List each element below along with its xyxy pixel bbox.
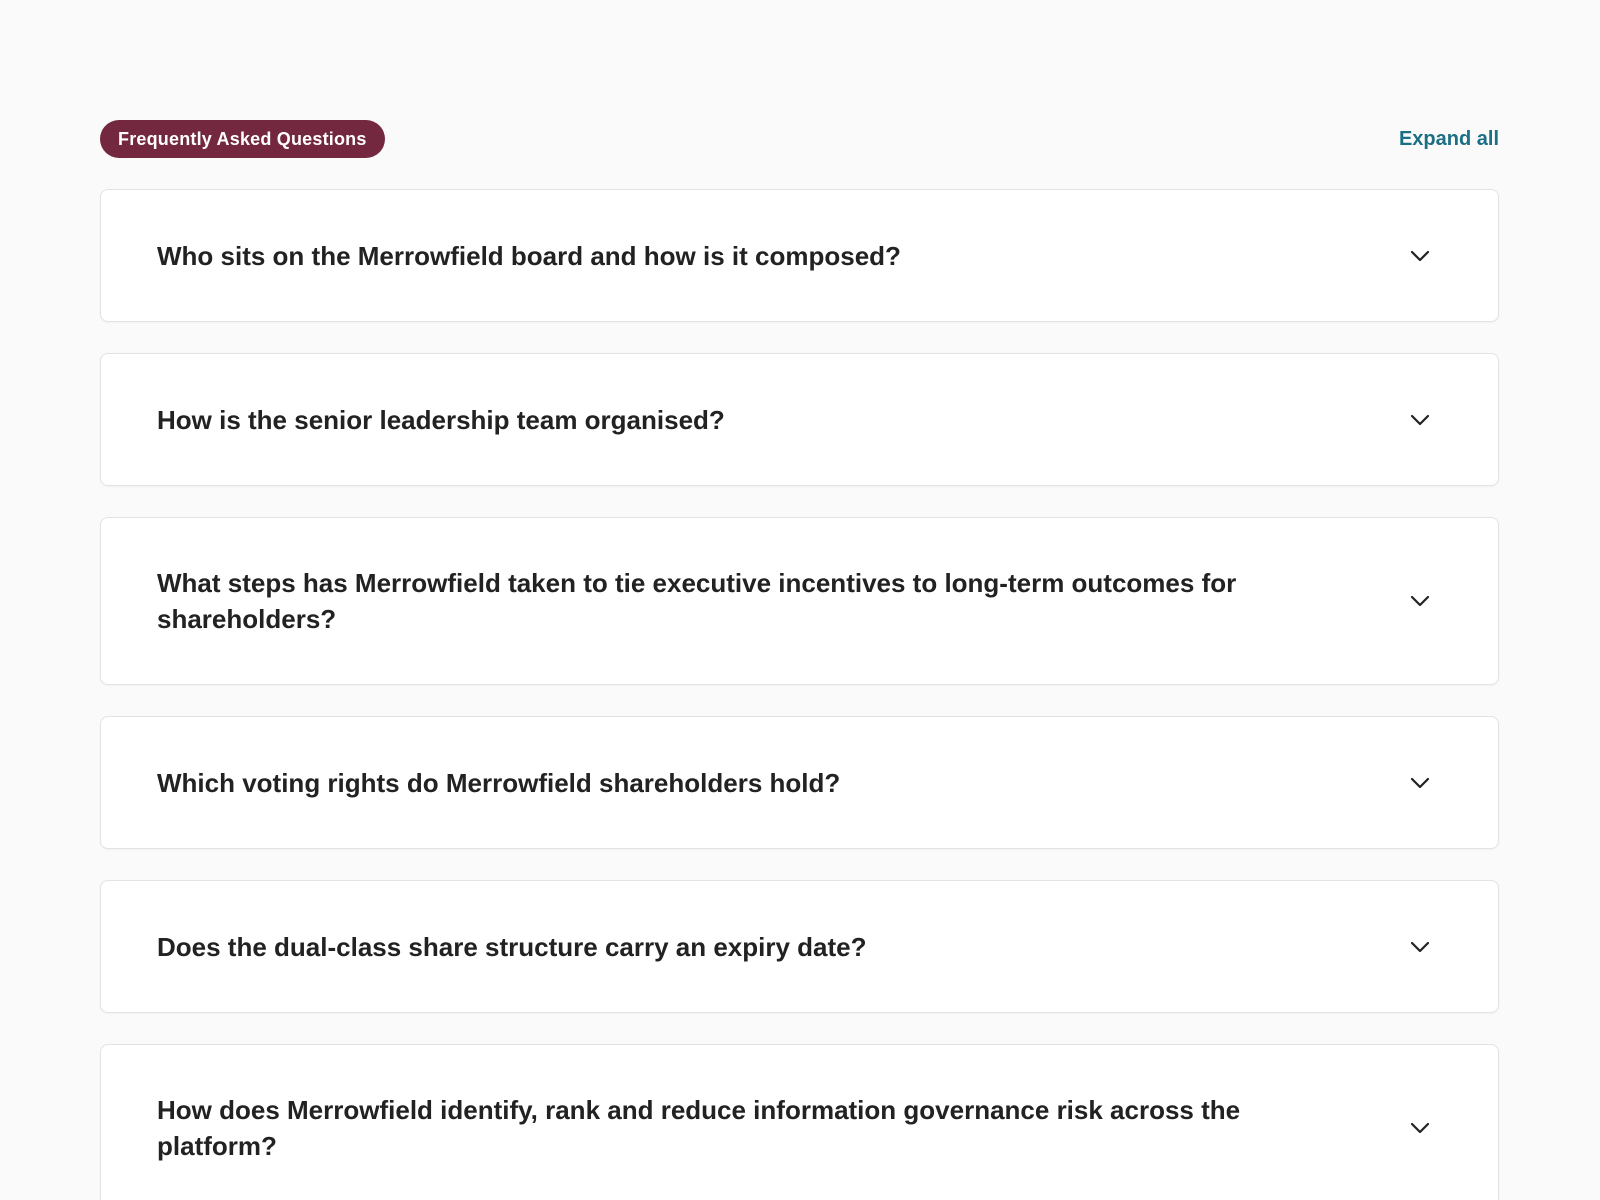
chevron-down-icon[interactable] [1408, 935, 1432, 959]
faq-list [100, 189, 1499, 1200]
faq-item[interactable] [100, 880, 1499, 1013]
faq-question: Does the dual-class share structure carry an expiry date? [157, 931, 867, 962]
chevron-down-icon[interactable] [1408, 771, 1432, 795]
chevron-down-icon[interactable] [1408, 244, 1432, 268]
chevron-down-icon[interactable] [1408, 589, 1432, 613]
faq-item[interactable] [100, 716, 1499, 849]
faq-question: How is the senior leadership team organised? [157, 404, 725, 435]
faq-item[interactable] [100, 353, 1499, 486]
faq-item[interactable] [100, 189, 1499, 322]
expand-all-button[interactable]: Expand all [1398, 127, 1499, 150]
faq-section-badge: Frequently Asked Questions [100, 120, 385, 158]
faq-question: Who sits on the Merrowfield board and how is it composed? [157, 240, 901, 271]
faq-header [100, 120, 1499, 158]
faq-item[interactable] [100, 1044, 1499, 1200]
faq-item[interactable] [100, 517, 1499, 685]
chevron-down-icon[interactable] [1408, 408, 1432, 432]
chevron-down-icon[interactable] [1408, 1116, 1432, 1140]
faq-question: Which voting rights do Merrowfield shareholders hold? [157, 767, 841, 798]
faq-question: How does Merrowfield identify, rank and reduce information governance risk across the platform? [157, 1095, 1241, 1161]
faq-question: What steps has Merrowfield taken to tie executive incentives to long-term outcomes for shareholders? [157, 568, 1237, 634]
